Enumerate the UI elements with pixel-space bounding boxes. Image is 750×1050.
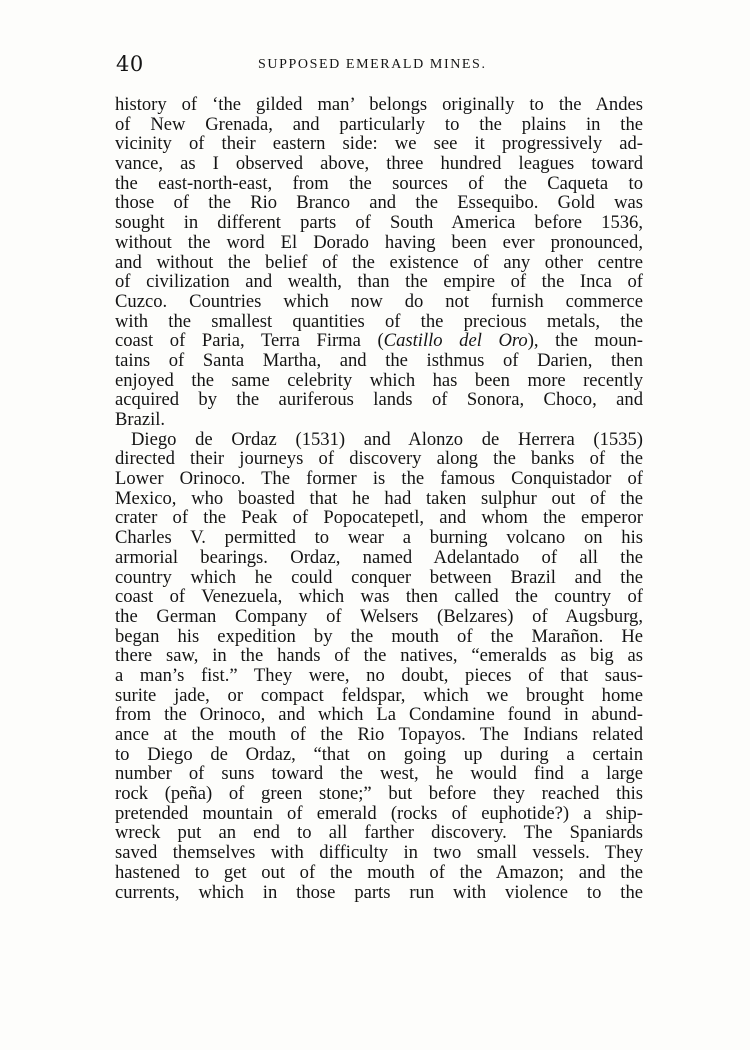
text-line: those of the Rio Branco and the Essequibo. Gold was [115,192,643,214]
text-line: Mexico, who boasted that he had taken sulphur out of the [115,487,643,509]
text-line: of civilization and wealth, than the empire of the Inca of [115,271,643,293]
text-line: pretended mountain of emerald (rocks of euphotide?) a ship- [115,802,643,824]
text-line: a man’s fist.” They were, no doubt, pieces of that saus- [115,664,643,686]
text-line: saved themselves with difficulty in two small vessels. They [115,842,643,864]
text-line: acquired by the auriferous lands of Sonora, Choco, and [115,389,643,411]
text-line: the east-north-east, from the sources of the Caqueta to [115,172,643,194]
text-line: vicinity of their eastern side: we see it progressively ad- [115,133,643,155]
text-line: Charles V. permitted to wear a burning volcano on his [115,527,643,549]
text-line: crater of the Peak of Popocatepetl, and whom the emperor [115,507,643,529]
text-line: armorial bearings. Ordaz, named Adelantado of all the [115,546,643,568]
text-line: ance at the mouth of the Rio Topayos. The Indians related [115,724,643,745]
text-line: directed their journeys of discovery along the banks of the [115,448,643,470]
text-line: there saw, in the hands of the natives, “emeralds as big as [115,645,643,667]
text-line: rock (peña) of green stone;” but before they reached this [115,783,643,805]
text-line [115,331,643,351]
text-segment: ), the moun- [527,330,643,352]
text-line: enjoyed the same celebrity which has been more recently [115,369,643,391]
text-line: with the smallest quantities of the precious metals, the [115,310,643,332]
text-line: Cuzco. Countries which now do not furnish commerce [115,290,643,312]
page-number: 40 [116,52,144,76]
text-line: without the word El Dorado having been ever pronounced, [115,231,643,253]
text-line: coast of Venezuela, which was then called the country of [115,586,643,608]
text-line: to Diego de Ordaz, “that on going up during a certain [115,743,643,765]
page-header [116,52,642,80]
text-line: currents, which in those parts run with violence to the [115,881,643,903]
text-line: vance, as I observed above, three hundred leagues toward [115,153,643,175]
text-line: surite jade, or compact feldspar, which we brought home [115,684,643,706]
text-line: began his expedition by the mouth of the Marañon. He [115,625,643,647]
body-text [115,95,643,902]
text-line: history of ‘the gilded man’ belongs originally to the Andes [115,94,643,115]
italic-phrase: Castillo del Oro [383,330,528,352]
text-line: hastened to get out of the mouth of the Amazon; and the [115,861,643,883]
text-line: country which he could conquer between Brazil and the [115,566,643,588]
text-segment: coast of Paria, Terra Firma ( [115,330,384,352]
text-line: and without the belief of the existence of any other centre [115,251,643,273]
text-line: of New Grenada, and particularly to the plains in the [115,113,643,135]
text-line: number of suns toward the west, he would find a large [115,763,643,785]
running-title: SUPPOSED EMERALD MINES. [258,57,487,72]
text-line: from the Orinoco, and which La Condamine found in abund- [115,704,643,726]
text-line: sought in different parts of South America before 1536, [115,212,643,234]
text-line: tains of Santa Martha, and the isthmus of Darien, then [115,349,643,371]
text-line: the German Company of Welsers (Belzares) of Augsburg, [115,605,643,627]
text-line: Lower Orinoco. The former is the famous Conquistador of [115,468,643,490]
text-line: Diego de Ordaz (1531) and Alonzo de Herrera (1535) [131,428,643,450]
text-line: Brazil. [115,409,166,430]
text-line: wreck put an end to all farther discovery. The Spaniards [115,822,643,844]
